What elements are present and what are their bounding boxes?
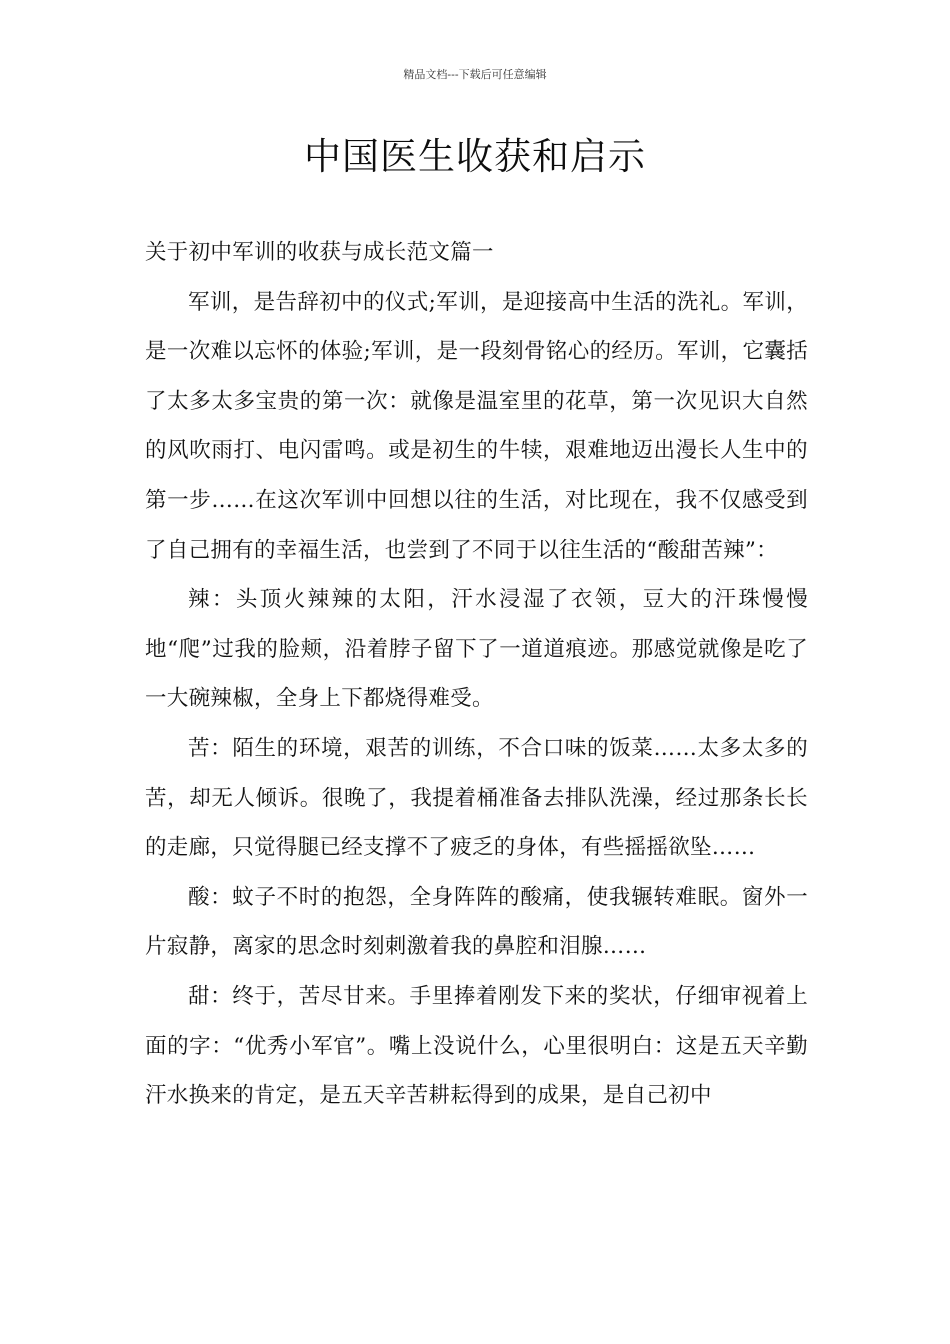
paragraph-intro: 军训，是告辞初中的仪式;军训，是迎接高中生活的洗礼。军训，是一次难以忘怀的体验;军训，是一段刻骨铭心的经历。军训，它囊括了太多太多宝贵的第一次：就像是温室里的花草，第一次见识大自然的风吹雨打、电闪雷鸣。或是初生的牛犊，艰难地迈出漫长人生中的第一步……在这次军训中回想以往的生活，对比现在，我不仅感受到了自己拥有的幸福生活，也尝到了不同于以往生活的“酸甜苦辣”：	[145, 289, 808, 563]
header-note: 精品文档---下载后可任意编辑	[403, 68, 547, 81]
document-title: 中国医生收获和启示	[304, 135, 646, 178]
paragraph-sweet: 甜：终于，苦尽甘来。手里捧着刚发下来的奖状，仔细审视着上面的字：“优秀小军官”。嘴上没说什么，心里很明白：这是五天辛勤汗水换来的肯定，是五天辛苦耕耘得到的成果，是自己初中	[145, 983, 808, 1109]
paragraph-spicy: 辣：头顶火辣辣的太阳，汗水浸湿了衣领，豆大的汗珠慢慢地“爬”过我的脸颊，沿着脖子留下了一道道痕迹。那感觉就像是吃了一大碗辣椒，全身上下都烧得难受。	[145, 587, 808, 712]
paragraph-sour: 酸：蚊子不时的抱怨，全身阵阵的酸痛，使我辗转难眠。窗外一片寂静，离家的思念时刻刺激着我的鼻腔和泪腺……	[145, 884, 808, 960]
paragraph-bitter: 苦：陌生的环境，艰苦的训练，不合口味的饭菜……太多太多的苦，却无人倾诉。很晚了，我提着桶准备去排队洗澡，经过那条长长的走廊，只觉得腿已经支撑不了疲乏的身体，有些摇摇欲坠……	[145, 735, 808, 861]
document-body	[145, 228, 808, 1121]
section-heading: 关于初中军训的收获与成长范文篇一	[145, 240, 494, 265]
